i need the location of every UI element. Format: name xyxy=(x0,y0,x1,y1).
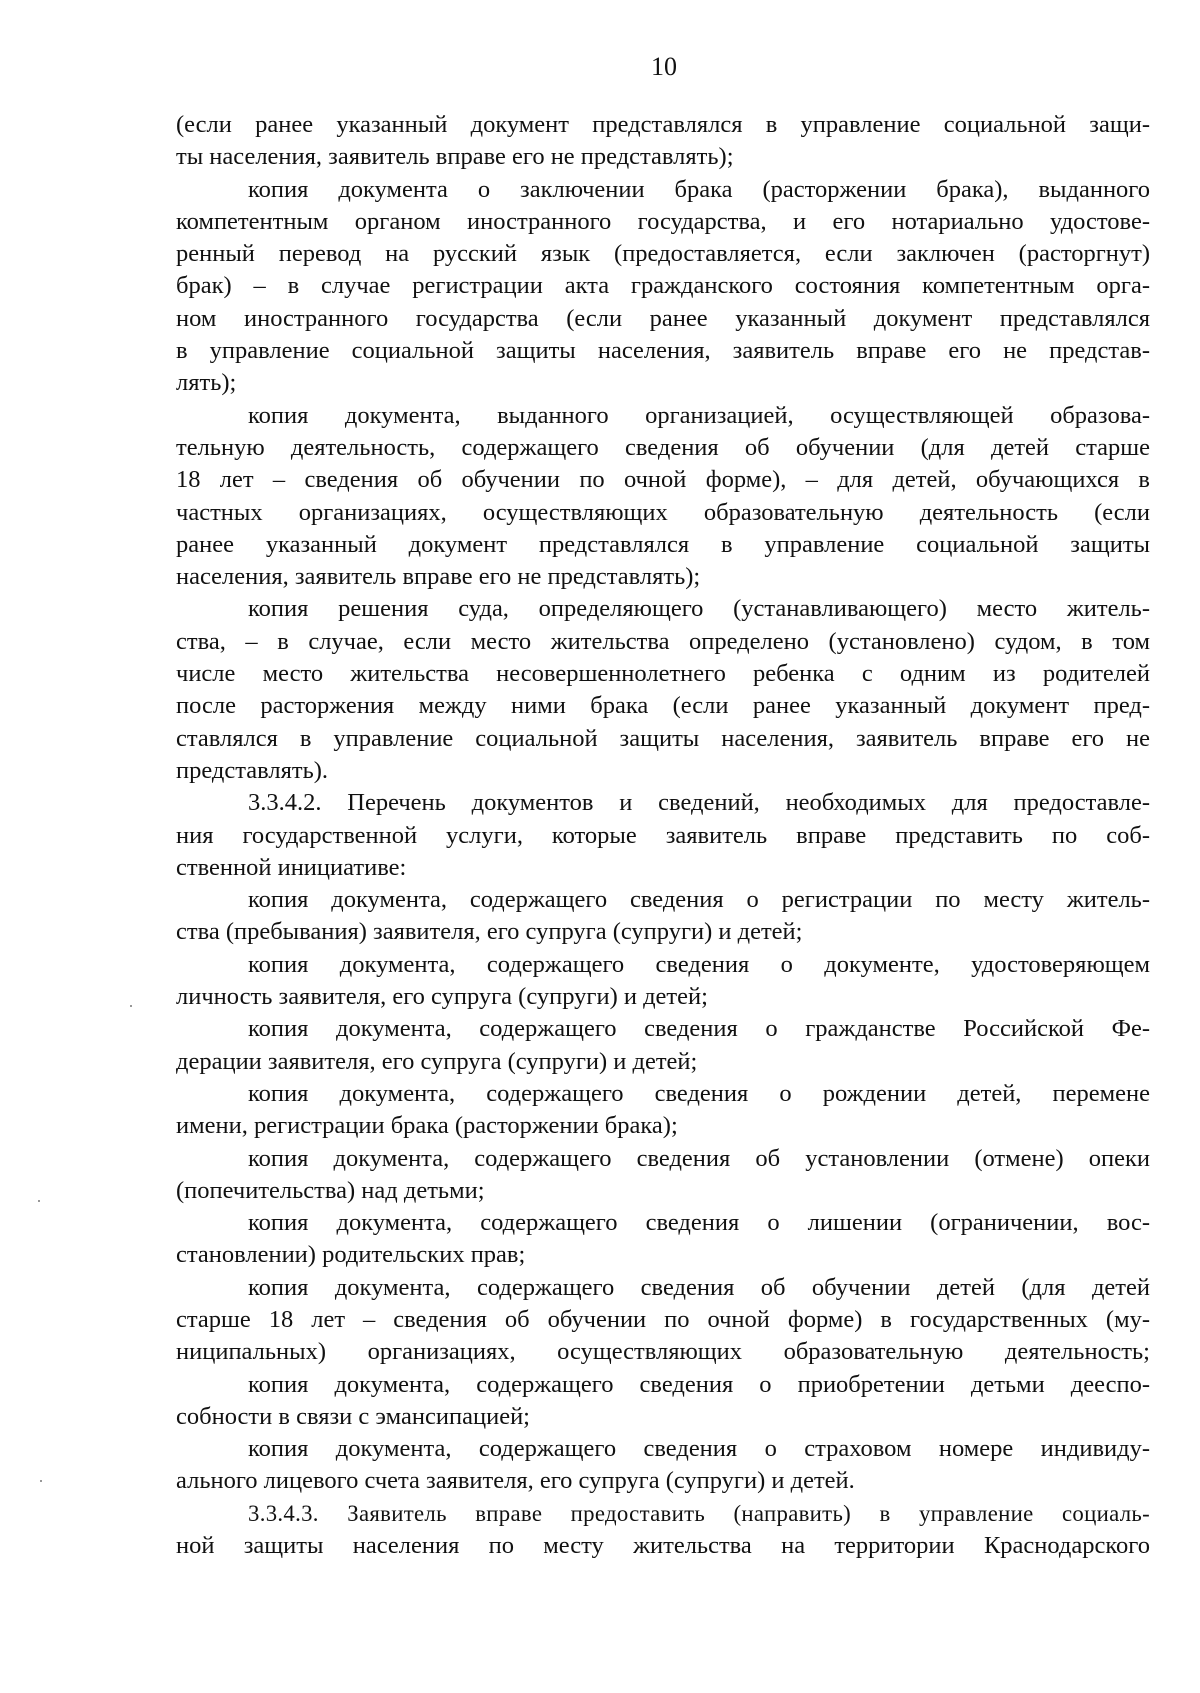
text-line: тельную деятельность, содержащего сведения об обучении (для детей старше xyxy=(176,433,1150,461)
text-line: брак) – в случае регистрации акта гражданского состояния компетентным орга- xyxy=(176,272,1150,300)
text-line: копия документа, содержащего сведения об обучении детей (для детей xyxy=(248,1273,1150,1301)
text-line: копия документа о заключении брака (расторжении брака), выданного xyxy=(248,175,1150,203)
text-line: лять); xyxy=(176,369,237,397)
text-line: ственной инициативе: xyxy=(176,853,407,881)
text-line: ального лицевого счета заявителя, его супруга (супруги) и детей. xyxy=(176,1467,855,1495)
text-line: ниципальных) организациях, осуществляющих образовательную деятельность; xyxy=(176,1338,1150,1366)
text-line: частных организациях, осуществляющих образовательную деятельность (если xyxy=(176,498,1150,526)
text-line: ния государственной услуги, которые заявитель вправе представить по соб- xyxy=(176,821,1150,849)
section-heading-3-3-4-2: 3.3.4.2. Перечень документов и сведений, необходимых для предоставле- xyxy=(248,789,1150,817)
text-line: копия документа, содержащего сведения о рождении детей, перемене xyxy=(248,1079,1150,1107)
text-line: представлять). xyxy=(176,756,329,784)
text-line: копия документа, содержащего сведения о страховом номере индивиду- xyxy=(248,1435,1150,1463)
text-line: личность заявителя, его супруга (супруги) и детей; xyxy=(176,983,708,1011)
text-line: дерации заявителя, его супруга (супруги) и детей; xyxy=(176,1047,698,1075)
text-line: собности в связи с эмансипацией; xyxy=(176,1402,530,1430)
text-line: ты населения, заявитель вправе его не представлять); xyxy=(176,143,734,171)
text-line: копия решения суда, определяющего (устанавливающего) место житель- xyxy=(248,595,1150,623)
text-line: населения, заявитель вправе его не представлять); xyxy=(176,563,701,591)
page-number: 10 xyxy=(651,52,677,81)
text-line: становлении) родительских прав; xyxy=(176,1241,526,1269)
text-line: копия документа, содержащего сведения об установлении (отмене) опеки xyxy=(248,1144,1150,1172)
text-line: старше 18 лет – сведения об обучении по очной форме) в государственных (му- xyxy=(176,1305,1150,1333)
text-line: ставлялся в управление социальной защиты населения, заявитель вправе его не xyxy=(176,724,1150,752)
text-line: (если ранее указанный документ представлялся в управление социальной защи- xyxy=(176,111,1150,138)
text-line: (попечительства) над детьми; xyxy=(176,1176,485,1204)
text-line: копия документа, содержащего сведения о регистрации по месту житель- xyxy=(248,886,1150,914)
text-line: копия документа, содержащего сведения о документе, удостоверяющем xyxy=(248,950,1150,978)
text-line: после расторжения между ними брака (если ранее указанный документ пред- xyxy=(176,692,1150,720)
text-line: ранее указанный документ представлялся в управление социальной защиты xyxy=(176,530,1150,558)
text-line: компетентным органом иностранного государства, и его нотариально удостове- xyxy=(176,207,1150,235)
text-line: ном иностранного государства (если ранее указанный документ представлялся xyxy=(176,304,1150,332)
text-line: в управление социальной защиты населения, заявитель вправе его не представ- xyxy=(176,337,1150,365)
text-line: ства, – в случае, если место жительства определено (установлено) судом, в том xyxy=(176,627,1150,655)
text-line: копия документа, выданного организацией, осуществляющей образова- xyxy=(248,401,1150,429)
text-line: ства (пребывания) заявителя, его супруга (супруги) и детей; xyxy=(176,918,803,946)
text-line: ренный перевод на русский язык (предоставляется, если заключен (расторгнут) xyxy=(176,240,1150,268)
text-line: 18 лет – сведения об обучении по очной форме), – для детей, обучающихся в xyxy=(176,466,1150,494)
text-line: числе место жительства несовершеннолетнего ребенка с одним из родителей xyxy=(176,660,1150,688)
section-heading-3-3-4-3: 3.3.4.3. Заявитель вправе предоставить (направить) в управление социаль- xyxy=(248,1500,1150,1526)
text-line: копия документа, содержащего сведения о приобретении детьми дееспо- xyxy=(248,1370,1150,1398)
text-line: копия документа, содержащего сведения о гражданстве Российской Фе- xyxy=(248,1015,1150,1043)
text-line: ной защиты населения по месту жительства на территории Краснодарского xyxy=(176,1532,1150,1560)
text-line: имени, регистрации брака (расторжении брака); xyxy=(176,1112,678,1140)
text-line: копия документа, содержащего сведения о лишении (ограничении, вос- xyxy=(248,1209,1150,1237)
document-body xyxy=(176,109,1150,1562)
